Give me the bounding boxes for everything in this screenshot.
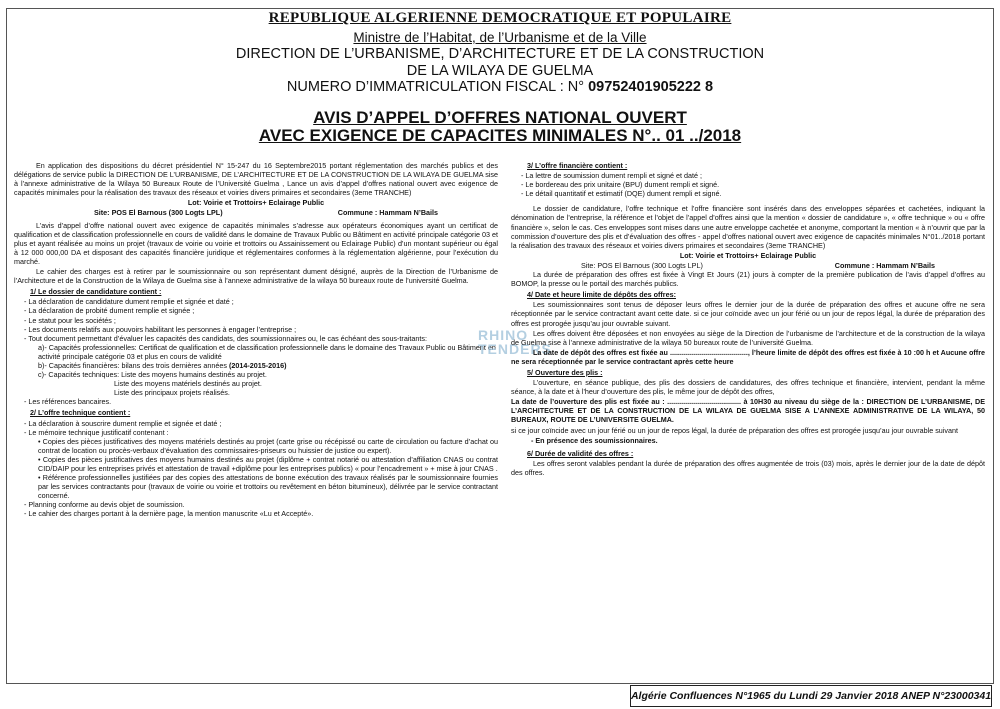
section-2-title: 2/ L’offre technique contient :	[30, 408, 131, 418]
sec2-end-item: - Le cahier des charges portant à la dernière page, la mention manuscrite «Lu et Accepté».	[24, 509, 314, 519]
publication-footer: Algérie Confluences N°1965 du Lundi 29 Janvier 2018 ANEP N°23000341	[630, 685, 992, 707]
notice-title-line1: AVIS D’APPEL D’OFFRES NATIONAL OUVERT	[313, 108, 687, 127]
sec1-item: - Le statut pour les sociétés ;	[24, 315, 116, 325]
sec3-item: - La lettre de soumission dument rempli et signé et daté ;	[521, 171, 702, 181]
sec4-paragraph-2: Les offres doivent être déposées et non envoyées au siège de la Direction de l’urbanisme de l’architecture et de la construction de la wilaya de Guelma sise à l’annexe administrative de la wilaya 50 bureaux route de l’université Guelma.	[511, 328, 985, 347]
lot-line-right: Lot: Voirie et Trottoirs+ Eclairage Public	[679, 250, 817, 260]
section-5-title: 5/ Ouverture des plis :	[527, 367, 603, 377]
site-row-right	[511, 261, 985, 270]
capacites-fin-years: (2014-2015-2016)	[228, 360, 287, 370]
commune-label: Commune : Hammam N’Bails	[337, 208, 438, 218]
sec3-item: - Le bordereau des prix unitaire (BPU) dument rempli et signé.	[521, 180, 720, 190]
sec4-paragraph-3: La date de dépôt des offres est fixée au ......................................., l’heure limite de dépôt des offres est fixée à 10 :00 h et Aucune offre ne sera réceptionnée par le service contractant après cette heure	[511, 347, 985, 366]
sec1-item: - La déclaration de probité dument remplie et signée ;	[24, 306, 195, 316]
site-label-right: Site: POS El Barnous (300 Logts LPL)	[581, 260, 703, 270]
sec2-end-item: - Planning conforme au devis objet de soumission.	[24, 500, 185, 510]
dossier-paragraph: Le dossier de candidature, l’offre technique et l’offre financière sont insérés dans des enveloppes séparées et cachetées, indiquant la dénomination de l’entreprise, la référence et l’objet de l’appel d’offres ainsi que la mention « dossier de candidature », « offre technique » ou « offre financière », selon le cas. Ces enveloppes sont mises dans une autre enveloppe cachetée et anonyme, comportant la mention « à n’ouvrir que par la commission d’ouverture des plis et d’évaluation des offres - appel d’offres national ouvert avec exigence de capacités minimales N°01../2018 portant la réalisation des travaux des réseaux et voiries divers primaires et secondaires (3eme TRANCHE)	[511, 204, 985, 250]
notice-title-line2: AVEC EXIGENCE DE CAPACITES MINIMALES N°.. 01 ../2018	[258, 126, 742, 145]
header-republic: REPUBLIQUE ALGERIENNE DEMOCRATIQUE ET POPULAIRE	[268, 10, 732, 26]
sec5-paragraph-2: La date de l’ouverture des plis est fixée au : ..................................... à 10H30 au niveau du siège de la : DIRECTION DE L’URBANISME, DE L’ARCHITECTURE ET DE LA CONSTRUCTION DE LA WILAYA DE GUELMA SISE A L’ANNEXE ADMINISTRATIVE DE LA WILAYA, 50 BUREAUX, ROUTE DE L’UNIVERSITE GUELMA.	[511, 397, 985, 425]
sec2-item: - Le mémoire technique justificatif contenant :	[24, 427, 169, 437]
eligibility-paragraph: L’avis d’appel d’offre national ouvert avec exigence de capacités minimales s’adresse aux opérateurs économiques ayant un certificat de qualification et de classification professionnelle en cours de validité dans le domaine de Travaux Public ou Bâtiment en activité principale catégorie 03 et plus et ayant réalisée au moins un projet (travaux de voirie ou voirie et trottoirs ou Assainissement ou Eclairage Public) d’un montant supérieur ou égal à 12 000 000,00 DA et disposant des capacités financière juridique et réglementaires conformes à la réglementation algérienne, pour l’exécution du marché.	[14, 220, 498, 266]
fiscal-label: NUMERO D’IMMATRICULATION FISCAL : N°	[286, 79, 585, 95]
sec1-capacites-pro: a)- Capacités professionnelles: Certificat de qualification et de classification professionnelle dans le domaine des Travaux Public ou Bâtiment en activité principale catégorie 03 et plus en cours de validité	[38, 342, 496, 361]
sec5-paragraph-1: L’ouverture, en séance publique, des plis des dossiers de candidatures, des offres technique et financière, intervient, pendant la même séance, à la date et à l’heur d’ouverture des plis, le même jour de dépôt des offres,	[511, 378, 985, 397]
sec1-capacites-tech: c)- Capacités techniques: Liste des moyens humains destinés au projet.	[38, 370, 267, 380]
left-column	[14, 161, 498, 519]
header-ministry: Ministre de l’Habitat, de l’Urbanisme et de la Ville	[353, 30, 647, 45]
sec3-item: - Le détail quantitatif et estimatif (DQE) dument rempli et signé.	[521, 189, 722, 199]
duree-paragraph: La durée de préparation des offres est fixée à Vingt Et Jours (21) jours à compter de la première publication de l’avis d’appel d’offres au BOMOP, la presse ou le portail des marchés publics.	[511, 270, 985, 289]
capacites-fin-label: b)- Capacités financières: bilans des trois dernières années	[38, 360, 227, 370]
cahier-paragraph: Le cahier des charges est à retirer par le soumissionnaire ou son représentant dument désigné, auprès de la Direction de l’Urbanisme de l’Architecture et de la Construction de la Wilaya de Guelma sise à l’annexe administrative de la wilaya 50 bureaux route de l’université Guelma.	[14, 267, 498, 286]
sec5-paragraph-3: si ce jour coïncide avec un jour férié ou un jour de repos légal, la durée de préparation des offres est prorogée jusqu’au jour ouvrable suivant	[511, 425, 958, 435]
section-4-title: 4/ Date et heure limite de dépôts des offres:	[527, 290, 676, 300]
site-label: Site: POS El Barnous (300 Logts LPL)	[94, 208, 223, 218]
header-wilaya: DE LA WILAYA DE GUELMA	[406, 63, 594, 79]
sec2-item: - La déclaration à souscrire dument remplie et signée et daté ;	[24, 418, 222, 428]
lot-line: Lot: Voirie et Trottoirs+ Eclairage Public	[187, 198, 325, 208]
sec1-item: - Tout document permettant d’évaluer les capacités des candidats, des soumissionnaires ou, le cas échéant des sous-traitants:	[24, 333, 427, 343]
sec6-paragraph-1: Les offres seront valables pendant la durée de préparation des offres augmentée de trois (03) mois, après le dernier jour de la date de dépôt des offres.	[511, 458, 985, 477]
right-column	[511, 161, 985, 478]
sec2-bullet: • Référence professionnelles justifiées par des copies des attestations de bonne exécution des travaux réalisés par le soumissionnaire fournies par les services contractants pour (travaux de voirie ou voirie et trottoirs ou revêtement en béton bitumineux), délivrée par le service contractant concerné.	[38, 473, 498, 501]
sec1-item: - Les documents relatifs aux pouvoirs habilitant les personnes à engager l’entreprise ;	[24, 324, 297, 334]
sec2-bullet: • Copies des pièces justificatives des moyens matériels destinés au projet (carte grise ou récépissé ou carte de circulation ou facture d’achat ou contrat de location ou procès-verbaux d’évaluation des commissaires-priseurs ou huissier de justice ou expert).	[38, 436, 498, 455]
sec1-capacites-tech-2: Liste des moyens matériels destinés au projet.	[114, 379, 262, 389]
header-direction: DIRECTION DE L’URBANISME, D’ARCHITECTURE ET DE LA CONSTRUCTION	[235, 46, 765, 62]
section-3-title: 3/ L’offre financière contient :	[527, 161, 628, 170]
section-6-title: 6/ Durée de validité des offres :	[527, 448, 634, 458]
section-1-title: 1/ Le dossier de candidature contient :	[30, 287, 162, 297]
site-row	[14, 208, 498, 217]
sec4-paragraph-1: Les soumissionnaires sont tenus de déposer leurs offres le dernier jour de la durée de préparation des offres et aucune offre ne sera réceptionnée par le service contractant avant cette date. si ce jour coïncide avec un jour férié ou un jour de repos légal, la durée de préparation des offres est prorogée jusqu’au jour ouvrable suivant.	[511, 300, 985, 328]
intro-paragraph: En application des dispositions du décret présidentiel N° 15-247 du 16 Septembre2015 portant réglementation des marchés publics et des délégations de service public la DIRECTION DE L’URBANISME, DE L’ARCHITECTURE ET DE LA CONSTRUCTION DE LA WILAYA DE GUELMA sise à l’annexe administrative de la Wilaya 50 Bureaux Route de l’Université Guelma , Lance un avis d’appel d’offres national ouvert avec exigence de capacités minimales pour la réalisation des travaux des réseaux et voiries divers primaires et secondaires (3eme TRANCHE)	[14, 161, 498, 198]
sec1-refs: - Les références bancaires.	[24, 397, 112, 407]
sec2-bullet: • Copies des pièces justificatives des moyens humains destinés au projet (diplôme + contrat notarié ou attestation d’affiliation CNAS ou contrat CID/DAIP pour les entreprises privés et attestation de travail +diplôme pour les entreprises publics) « pour l’encadrement » + mise à jour CNAS .	[38, 454, 498, 473]
sec1-capacites-fin	[38, 361, 498, 370]
sec1-capacites-tech-3: Liste des principaux projets réalisés.	[114, 388, 230, 398]
sec5-paragraph-4: - En présence des soumissionnaires.	[531, 435, 658, 445]
watermark: RHINO TENDERS	[478, 327, 552, 357]
commune-label-right: Commune : Hammam N’Bails	[834, 260, 935, 270]
header-fiscal	[0, 79, 1000, 95]
fiscal-number: 09752401905222 8	[588, 79, 714, 95]
sec1-item: - La déclaration de candidature dument remplie et signée et daté ;	[24, 297, 234, 307]
